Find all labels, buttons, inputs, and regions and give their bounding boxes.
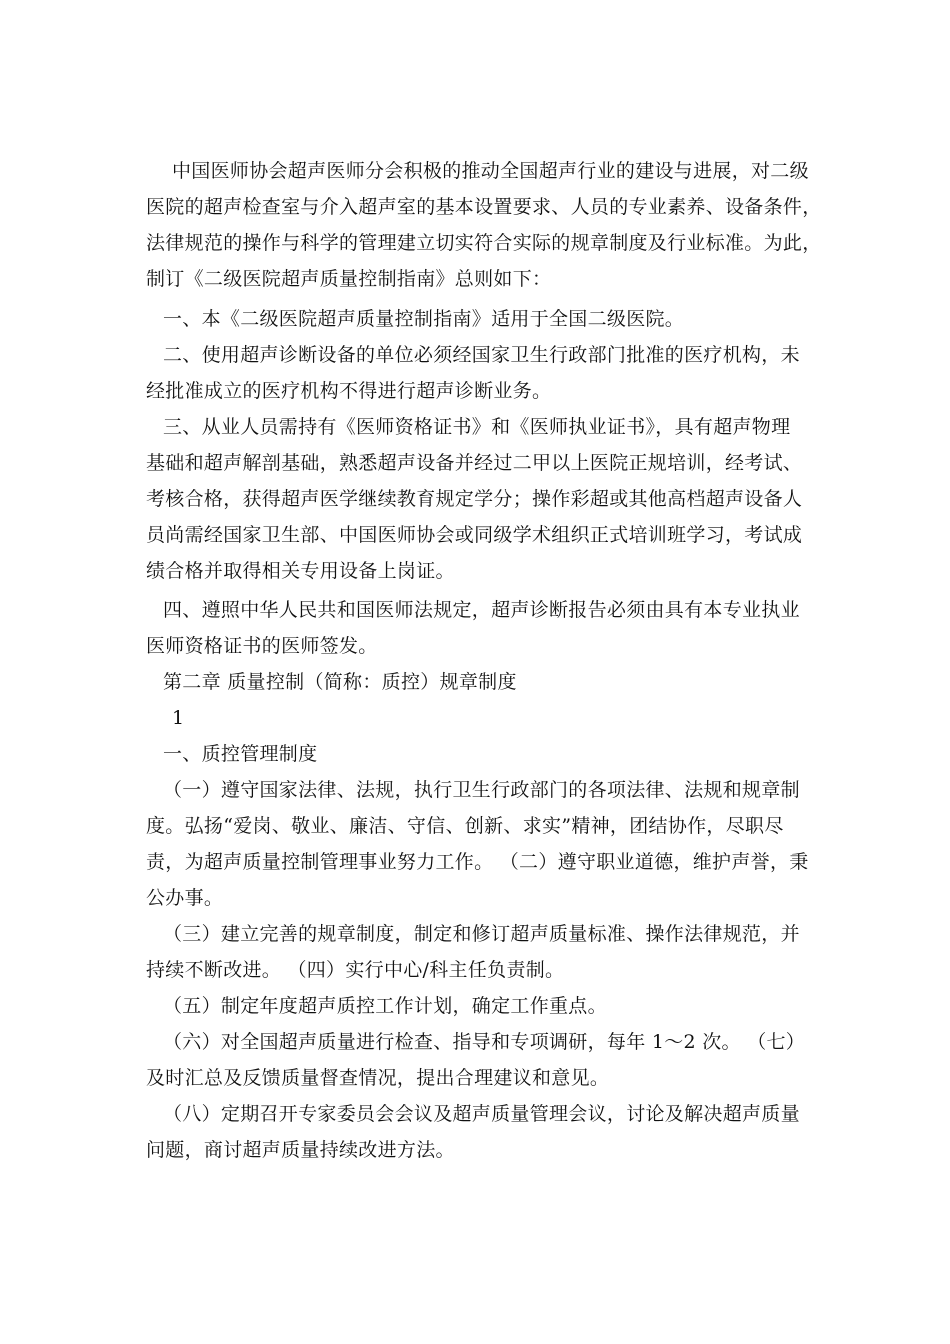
paragraph-line: 考核合格，获得超声医学继续教育规定学分；操作彩超或其他高档超声设备人 (146, 488, 803, 510)
paragraph-line: 绩合格并取得相关专用设备上岗证。 (146, 560, 455, 582)
paragraph-line: 制订《二级医院超声质量控制指南》总则如下： (146, 268, 552, 290)
page-number: 1 (172, 707, 185, 729)
paragraph-line: （五）制定年度超声质控工作计划，确定工作重点。 (163, 995, 607, 1017)
paragraph-line: 员尚需经国家卫生部、中国医师协会或同级学术组织正式培训班学习，考试成 (146, 524, 803, 546)
paragraph-line: 中国医师协会超声医师分会积极的推动全国超声行业的建设与进展，对二级 (172, 160, 809, 182)
paragraph-line: 公办事。 (146, 887, 224, 909)
paragraph-line: 度。弘扬“爱岗、敬业、廉洁、守信、创新、求实”精神，团结协作，尽职尽 (146, 815, 784, 837)
paragraph-line: 持续不断改进。 （四）实行中心/科主任负责制。 (146, 959, 565, 981)
paragraph-line: 医院的超声检查室与介入超声室的基本设置要求、人员的专业素养、设备条件， (146, 196, 822, 218)
paragraph-line: 医师资格证书的医师签发。 (146, 635, 378, 657)
paragraph-line: （三）建立完善的规章制度，制定和修订超声质量标准、操作法律规范，并 (163, 923, 800, 945)
paragraph-line: （八）定期召开专家委员会会议及超声质量管理会议，讨论及解决超声质量 (163, 1103, 800, 1125)
paragraph-line: 法律规范的操作与科学的管理建立切实符合实际的规章制度及行业标准。为此， (146, 232, 822, 254)
paragraph-line: 经批准成立的医疗机构不得进行超声诊断业务。 (146, 380, 552, 402)
paragraph-line: 一、本《二级医院超声质量控制指南》适用于全国二级医院。 (163, 308, 685, 330)
paragraph-line: 三、从业人员需持有《医师资格证书》和《医师执业证书》，具有超声物理 (163, 416, 791, 438)
paragraph-line: 及时汇总及反馈质量督查情况，提出合理建议和意见。 (146, 1067, 610, 1089)
chapter-heading: 第二章 质量控制（简称：质控）规章制度 (163, 671, 517, 693)
paragraph-line: 责，为超声质量控制管理事业努力工作。 （二）遵守职业道德，维护声誉，秉 (146, 851, 809, 873)
section-heading: 一、质控管理制度 (163, 743, 318, 765)
paragraph-line: （一）遵守国家法律、法规，执行卫生行政部门的各项法律、法规和规章制 (163, 779, 800, 801)
paragraph-line: （六）对全国超声质量进行检查、指导和专项调研，每年 1～2 次。 （七） (163, 1031, 806, 1053)
paragraph-line: 基础和超声解剖基础，熟悉超声设备并经过二甲以上医院正规培训，经考试、 (146, 452, 803, 474)
paragraph-line: 问题，商讨超声质量持续改进方法。 (146, 1139, 455, 1161)
paragraph-line: 二、使用超声诊断设备的单位必须经国家卫生行政部门批准的医疗机构，未 (163, 344, 800, 366)
paragraph-line: 四、遵照中华人民共和国医师法规定，超声诊断报告必须由具有本专业执业 (163, 599, 800, 621)
